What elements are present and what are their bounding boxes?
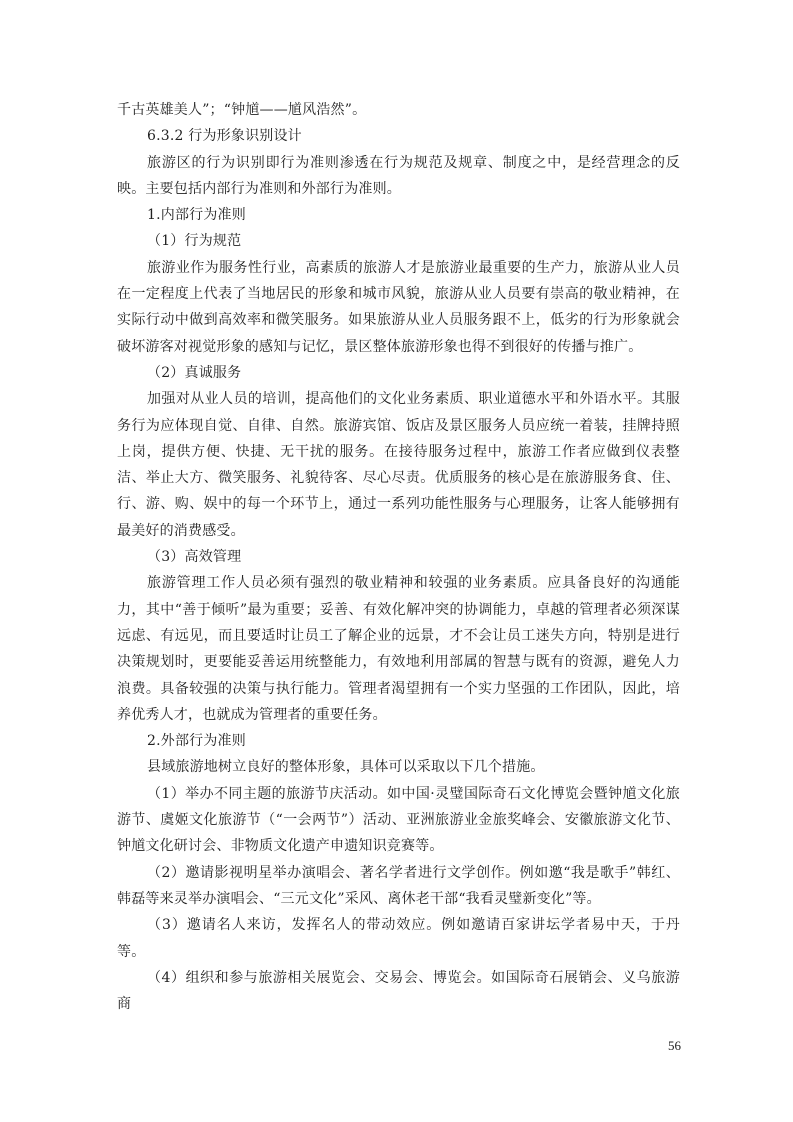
page-number: 56 [668, 1038, 681, 1053]
list-item: （3）邀请名人来访，发挥名人的带动效应。例如邀请百家讲坛学者易中天，于丹等。 [117, 917, 680, 960]
paragraph: 旅游管理工作人员必须有强烈的敬业精神和较强的业务素质。应具备良好的沟通能力，其中“善于倾听”最为重要；妥善、有效化解冲突的协调能力，卓越的管理者必须深谋远虑、有远见，而且要适时让员工了解企业的远景，才不会让员工迷失方向，特别是进行决策规划时，更要能妥善运用统整能力，有效地利用部属的智慧与既有的资源，避免人力浪费。具备较强的决策与执行能力。管理者渴望拥有一个实力坚强的工作团队，因此，培养优秀人才，也就成为管理者的重要任务。 [117, 575, 680, 723]
item-heading: （1）行为规范 [147, 233, 242, 250]
paragraph: 旅游业作为服务性行业，高素质的旅游人才是旅游业最重要的生产力，旅游从业人员在一定程度上代表了当地居民的形象和城市风貌，旅游从业人员要有崇高的敬业精神，在实际行动中做到高效率和微笑服务。如果旅游从业人员服务跟不上，低劣的行为形象就会破坏游客对视觉形象的感知与记忆，景区整体旅游形象也得不到很好的传播与推广。 [117, 259, 680, 355]
list-item: （2）邀请影视明星举办演唱会、著名学者进行文学创作。例如邀“我是歌手”韩红、韩磊等来灵举办演唱会、“三元文化”采风、离休老干部“我看灵璧新变化”等。 [117, 864, 680, 907]
item-heading: （2）真诚服务 [147, 364, 242, 381]
section-heading: 6.3.2 行为形象识别设计 [147, 128, 302, 145]
subsection-heading: 2.外部行为准则 [147, 733, 246, 750]
paragraph: 旅游区的行为识别即行为准则渗透在行为规范及规章、制度之中，是经营理念的反映。主要包括内部行为准则和外部行为准则。 [117, 154, 680, 197]
page-body [117, 97, 680, 1017]
list-item: （4）组织和参与旅游相关展览会、交易会、博览会。如国际奇石展销会、义乌旅游商 [117, 969, 680, 1013]
paragraph: 千古英雄美人”；“钟馗——馗风浩然”。 [117, 102, 367, 118]
subsection-heading: 1.内部行为准则 [147, 207, 246, 224]
list-item: （1）举办不同主题的旅游节庆活动。如中国·灵璧国际奇石文化博览会暨钟馗文化旅游节、虞姬文化旅游节（“一会两节”）活动、亚洲旅游业金旅奖峰会、安徽旅游文化节、钟馗文化研讨会、非物质文化遗产申遗知识竞赛等。 [117, 785, 680, 855]
paragraph: 县域旅游地树立良好的整体形象，具体可以采取以下几个措施。 [147, 759, 545, 776]
paragraph: 加强对从业人员的培训，提高他们的文化业务素质、职业道德水平和外语水平。其服务行为应体现自觉、自律、自然。旅游宾馆、饭店及景区服务人员应统一着装，挂牌持照上岗，提供方便、快捷、无干扰的服务。在接待服务过程中，旅游工作者应做到仪表整洁、举止大方、微笑服务、礼貌待客、尽心尽责。优质服务的核心是在旅游服务食、住、行、游、购、娱中的每一个环节上，通过一系列功能性服务与心理服务，让客人能够拥有最美好的消费感受。 [117, 391, 680, 539]
item-heading: （3）高效管理 [147, 549, 242, 566]
